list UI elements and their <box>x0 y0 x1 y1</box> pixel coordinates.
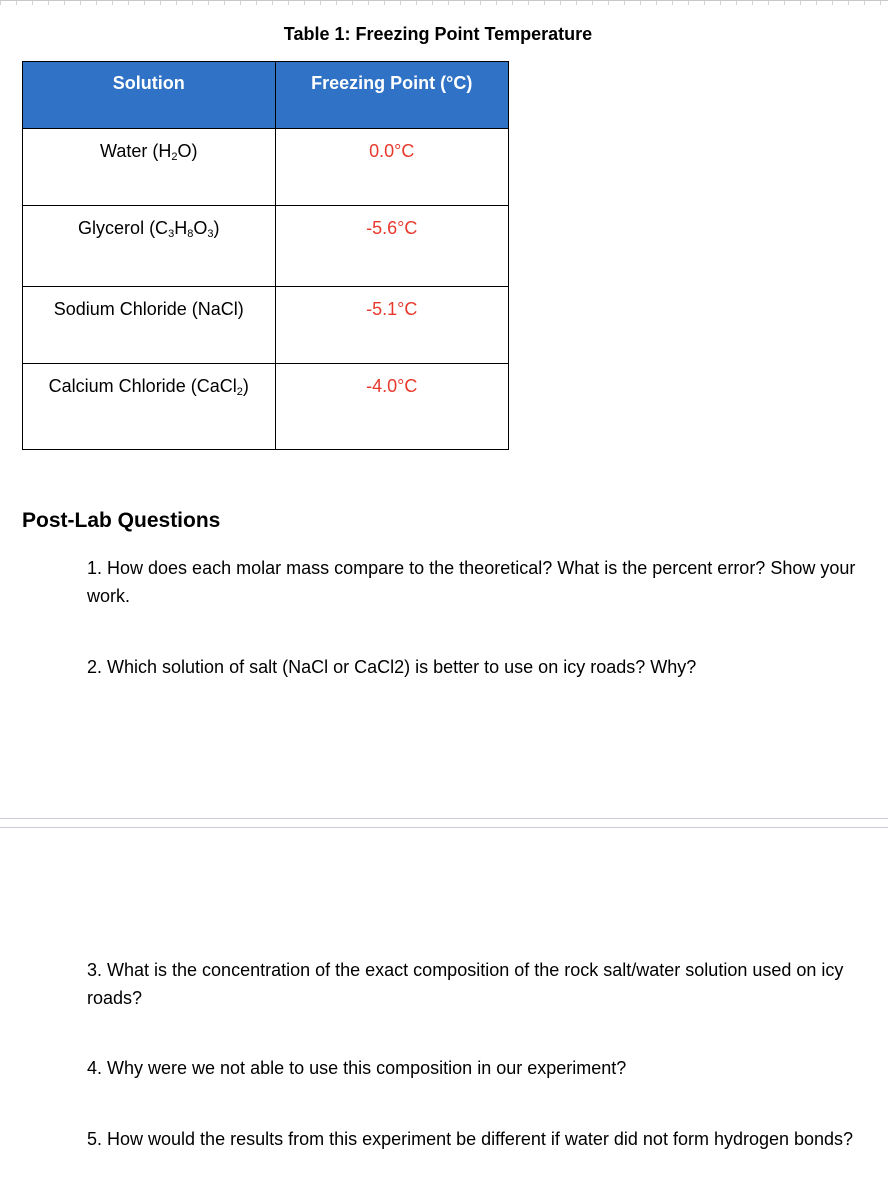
freezing-point-table <box>22 61 509 450</box>
table-row <box>23 287 509 364</box>
freezing-point-value: -4.0°C <box>275 364 508 450</box>
freezing-point-value: -5.6°C <box>275 206 508 287</box>
table-header-row <box>23 62 509 129</box>
table-title: Table 1: Freezing Point Temperature <box>283 24 593 44</box>
question-3: 3. What is the concentration of the exact composition of the rock salt/water solution used on icy roads? <box>87 960 844 1008</box>
table-row <box>23 364 509 450</box>
solution-name: Sodium Chloride (NaCl) <box>23 287 276 364</box>
solution-name: Water $(H_2O)$ <box>23 129 276 206</box>
question-5: 5. How would the results from this experiment be different if water did not form hydrogen bonds? <box>87 1129 854 1149</box>
page-break-line <box>0 818 888 819</box>
header-solution: Solution <box>23 62 276 129</box>
post-lab-heading: Post-Lab Questions <box>22 509 221 532</box>
freezing-point-value: 0.0°C <box>275 129 508 206</box>
solution-name: Glycerol $(C_3H_8O_3)$ <box>23 206 276 287</box>
top-ruler-ticks <box>0 1 888 5</box>
page-break-line <box>0 827 888 828</box>
freezing-point-value: -5.1°C <box>275 287 508 364</box>
solution-name: Calcium Chloride (CaCl$_2$) <box>23 364 276 450</box>
question-1: 1. How does each molar mass compare to the theoretical? What is the percent error? Show your work. <box>87 558 856 606</box>
question-2: 2. Which solution of salt (NaCl or CaCl2) is better to use on icy roads? Why? <box>87 657 697 677</box>
header-freezing-point: Freezing Point (°C) <box>275 62 508 129</box>
table-row <box>23 206 509 287</box>
question-4: 4. Why were we not able to use this composition in our experiment? <box>87 1058 627 1078</box>
table-row <box>23 129 509 206</box>
